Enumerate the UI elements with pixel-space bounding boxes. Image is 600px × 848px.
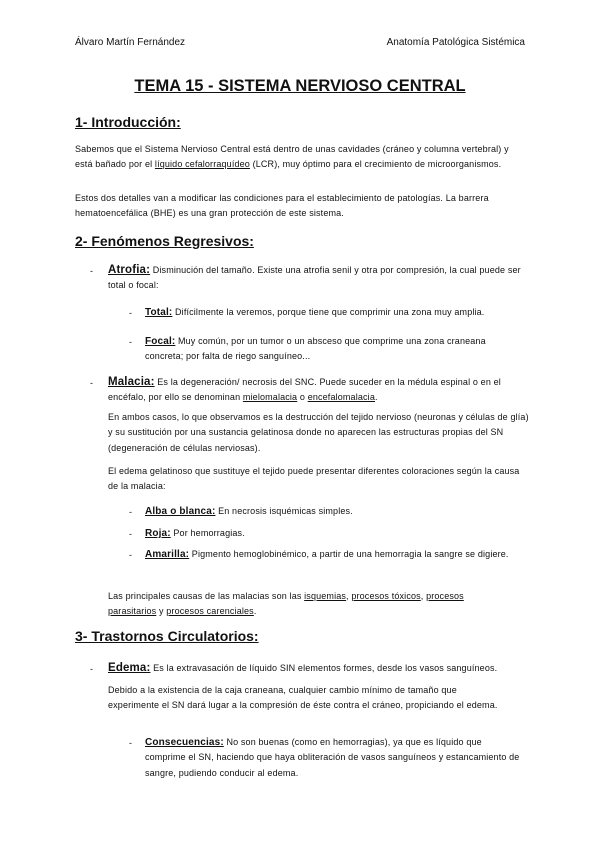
- bullet: -: [90, 266, 93, 276]
- malacia-paragraph-edema: El edema gelatinoso que sustituye el tejido puede presentar diferentes coloraciones según la causa de la malacia:: [108, 466, 520, 492]
- roja-item: Roja: Por hemorragias.: [145, 528, 245, 539]
- bullet: -: [129, 529, 132, 539]
- bullet: -: [129, 738, 132, 748]
- section-3-heading: 3- Trastornos Circulatorios:: [75, 628, 259, 644]
- header-author: Álvaro Martín Fernández: [75, 37, 186, 48]
- edema-item: Edema: Es la extravasación de líquido SIN elementos formes, desde los vasos sanguíneos.: [108, 662, 498, 674]
- intro-paragraph-2: Estos dos detalles van a modificar las condiciones para el establecimiento de patologías. La barrera hematoencefálica (BHE) es una gran protección de este sistema.: [75, 193, 489, 219]
- malacia-paragraph-ambos: En ambos casos, lo que observamos es la destrucción del tejido nervioso (neuronas y células de glía) y su sustitución por una sustancia gelatinosa donde no aparecen las estructuras propias del SN (degeneración de células nerviosas).: [108, 412, 529, 453]
- consecuencias-item: Consecuencias: No son buenas (como en hemorragias), ya que es líquido que comprime el SN, haciendo que haya obliteración de vasos sanguíneos y estancamiento de sangre, pudiendo conducir al edema.: [145, 737, 520, 778]
- malacia-item: Malacia: Es la degeneración/ necrosis del SNC. Puede suceder en la médula espinal o en el encéfalo, por ello se denominan mielomalacia o encefalomalacia.: [108, 376, 501, 403]
- atrofia-item: Atrofia: Disminución del tamaño. Existe una atrofia senil y otra por compresión, la cual puede ser total o focal:: [108, 264, 521, 291]
- bullet: -: [129, 308, 132, 318]
- total-item: Total: Difícilmente la veremos, porque tiene que comprimir una zona muy amplia.: [145, 307, 485, 318]
- alba-item: Alba o blanca: En necrosis isquémicas simples.: [145, 506, 353, 517]
- header-subject: Anatomía Patológica Sistémica: [386, 37, 525, 48]
- edema-paragraph: Debido a la existencia de la caja craneana, cualquier cambio mínimo de tamaño que experimente el SN dará lugar a la compresión de éste contra el cráneo, propiciando el edema.: [108, 685, 498, 711]
- bullet: -: [90, 664, 93, 674]
- bullet: -: [90, 378, 93, 388]
- intro-paragraph-1: Sabemos que el Sistema Nervioso Central está dentro de unas cavidades (cráneo y columna vertebral) y está bañado por el líquido cefalorraquídeo (LCR), muy óptimo para el crecimiento de microorganismos.: [75, 144, 509, 170]
- section-1-heading: 1- Introducción:: [75, 114, 181, 130]
- bullet: -: [129, 507, 132, 517]
- section-2-heading: 2- Fenómenos Regresivos:: [75, 233, 254, 249]
- bullet: -: [129, 550, 132, 560]
- focal-item: Focal: Muy común, por un tumor o un absceso que comprime una zona craneana concreta; por falta de riego sanguíneo...: [145, 336, 486, 362]
- page-title: TEMA 15 - SISTEMA NERVIOSO CENTRAL: [134, 77, 466, 95]
- amarilla-item: Amarilla: Pigmento hemoglobinémico, a partir de una hemorragia la sangre se digiere.: [145, 549, 509, 560]
- malacia-causes: Las principales causas de las malacias son las isquemias, procesos tóxicos, procesos parasitarios y procesos carenciales.: [108, 591, 464, 617]
- bullet: -: [129, 337, 132, 347]
